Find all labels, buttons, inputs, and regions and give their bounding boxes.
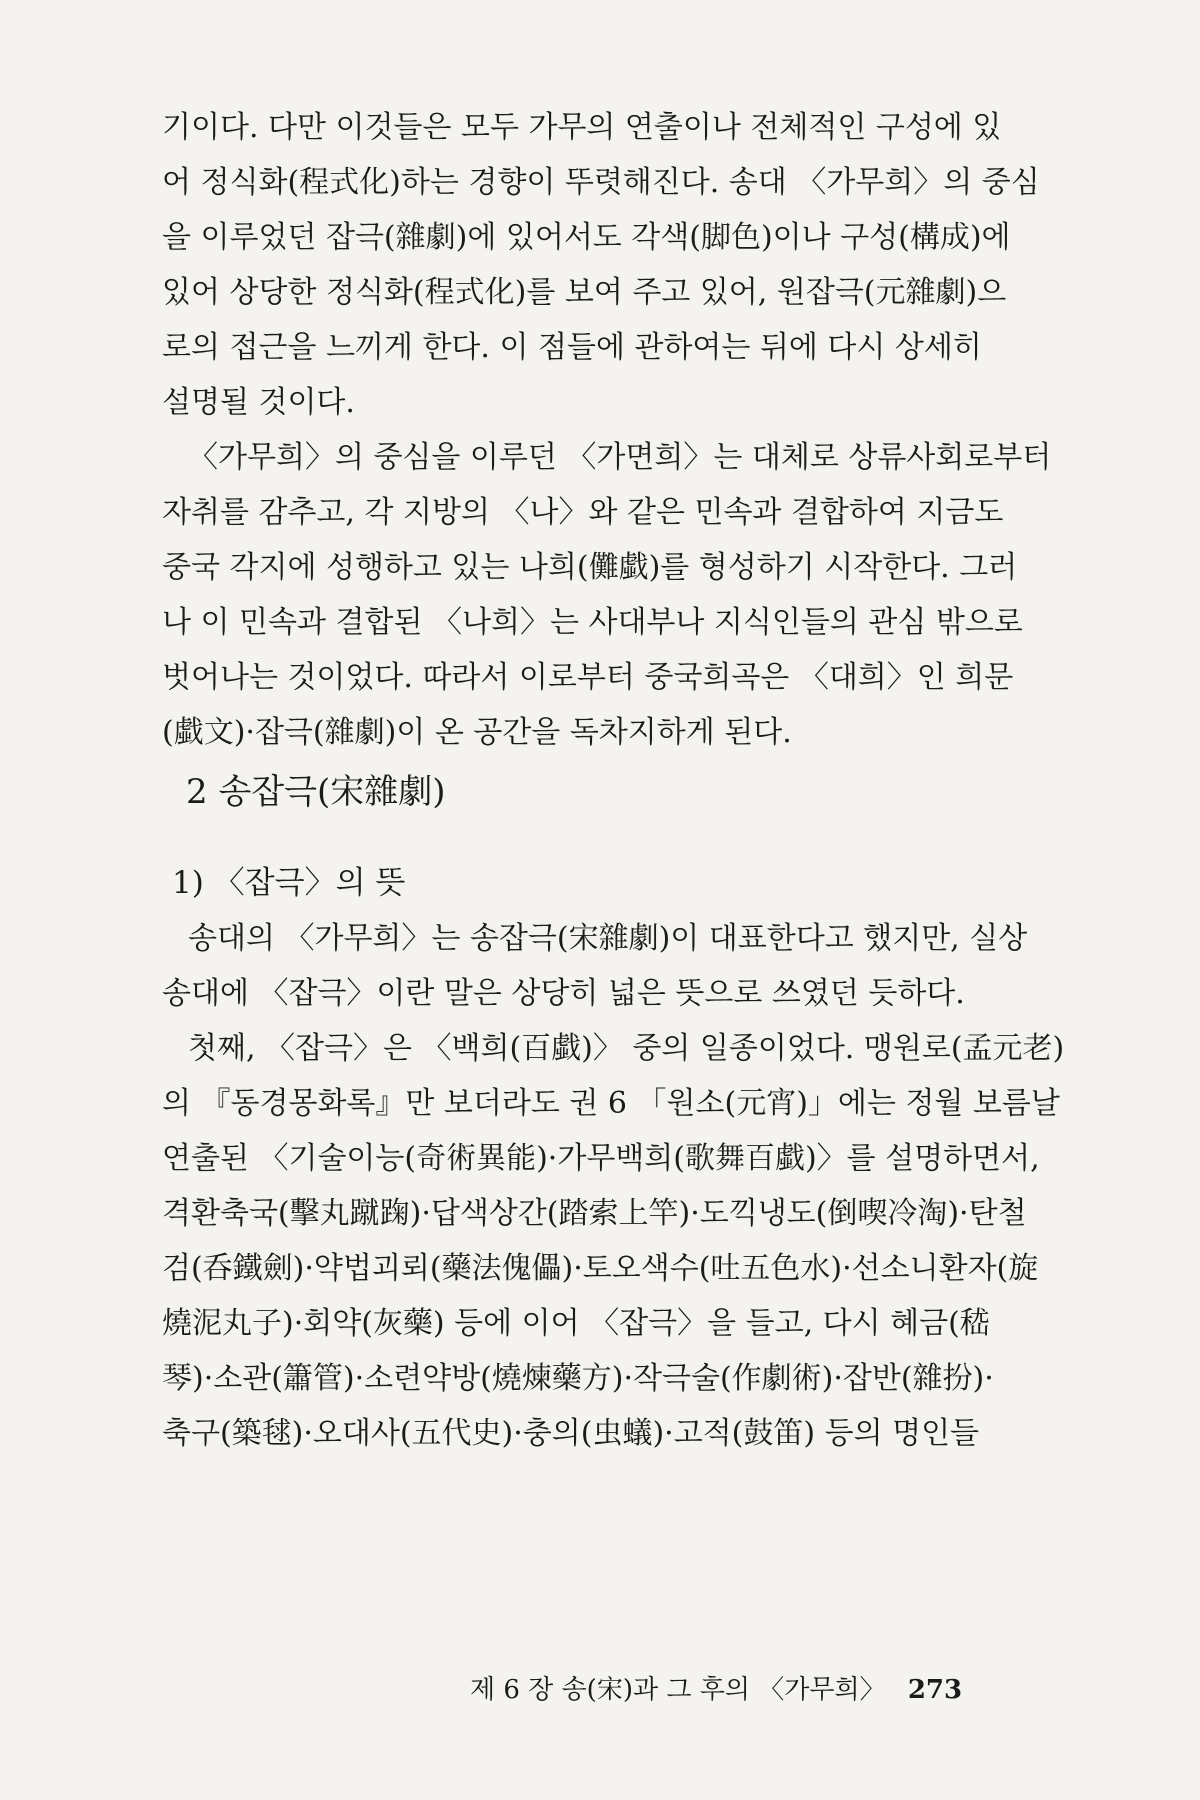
paragraph-4-line-7: 琴)·소관(簫管)·소련약방(燒煉藥方)·작극술(作劇術)·잡반(雜扮)· <box>162 1361 994 1396</box>
subsection-title: 1) 〈잡극〉의 뜻 <box>172 865 406 901</box>
paragraph-1-line-5: 로의 접근을 느끼게 한다. 이 점들에 관하여는 뒤에 다시 상세히 <box>162 330 982 365</box>
paragraph-1-line-1: 기이다. 다만 이것들은 모두 가무의 연출이나 전체적인 구성에 있 <box>162 110 1002 145</box>
paragraph-4-line-6: 燒泥丸子)·회약(灰藥) 등에 이어 〈잡극〉을 들고, 다시 혜금(嵇 <box>162 1306 990 1341</box>
paragraph-4-line-1: 첫째, 〈잡극〉은 〈백희(百戱)〉 중의 일종이었다. 맹원로(孟元老) <box>188 1031 1065 1066</box>
paragraph-1-line-6: 설명될 것이다. <box>162 385 355 420</box>
paragraph-4-line-3: 연출된 〈기술이능(奇術異能)·가무백희(歌舞百戱)〉를 설명하면서, <box>162 1141 1040 1176</box>
paragraph-3-line-2: 송대에 〈잡극〉이란 말은 상당히 넓은 뜻으로 쓰였던 듯하다. <box>162 976 965 1011</box>
paragraph-1-line-2: 어 정식화(程式化)하는 경향이 뚜렷해진다. 송대 〈가무희〉의 중심 <box>162 165 1040 200</box>
paragraph-2-line-4: 나 이 민속과 결합된 〈나희〉는 사대부나 지식인들의 관심 밖으로 <box>162 605 1023 640</box>
paragraph-2-line-1: 〈가무희〉의 중심을 이루던 〈가면희〉는 대체로 상류사회로부터 <box>188 440 1052 475</box>
paragraph-4-line-4: 격환축국(擊丸蹴踘)·답색상간(踏索上竿)·도끽냉도(倒喫冷淘)·탄철 <box>162 1196 1027 1231</box>
running-head: 제 6 장 송(宋)과 그 후의 〈가무희〉 <box>470 1675 886 1705</box>
paragraph-3-line-1: 송대의 〈가무희〉는 송잡극(宋雜劇)이 대표한다고 했지만, 실상 <box>188 921 1028 956</box>
paragraph-1-line-4: 있어 상당한 정식화(程式化)를 보여 주고 있어, 원잡극(元雜劇)으 <box>162 275 1007 310</box>
paragraph-4-line-8: 축구(築毬)·오대사(五代史)·충의(虫蟻)·고적(鼓笛) 등의 명인들 <box>162 1416 980 1451</box>
paragraph-4-line-2: 의 『동경몽화록』만 보더라도 권 6 「원소(元宵)」에는 정월 보름날 <box>162 1086 1060 1121</box>
page-footer <box>470 1670 962 1710</box>
paragraph-4-line-5: 검(呑鐵劍)·약법괴뢰(藥法傀儡)·토오색수(吐五色水)·선소니환자(旋 <box>162 1251 1039 1286</box>
paragraph-2-line-5: 벗어나는 것이었다. 따라서 이로부터 중국희곡은 〈대희〉인 희문 <box>162 660 1014 695</box>
page-number: 273 <box>907 1675 963 1705</box>
paragraph-1-line-3: 을 이루었던 잡극(雜劇)에 있어서도 각색(脚色)이나 구성(構成)에 <box>162 220 1011 255</box>
paragraph-2-line-6-spill: (戱文)·잡극(雜劇)이 온 공간을 독차지하게 된다. <box>162 715 792 750</box>
paragraph-2-line-2: 자취를 감추고, 각 지방의 〈나〉와 같은 민속과 결합하여 지금도 <box>162 495 1004 530</box>
paragraph-2-line-3: 중국 각지에 성행하고 있는 나희(儺戱)를 형성하기 시작한다. 그러 <box>162 550 1018 585</box>
section-title: 2 송잡극(宋雜劇) <box>186 772 446 812</box>
